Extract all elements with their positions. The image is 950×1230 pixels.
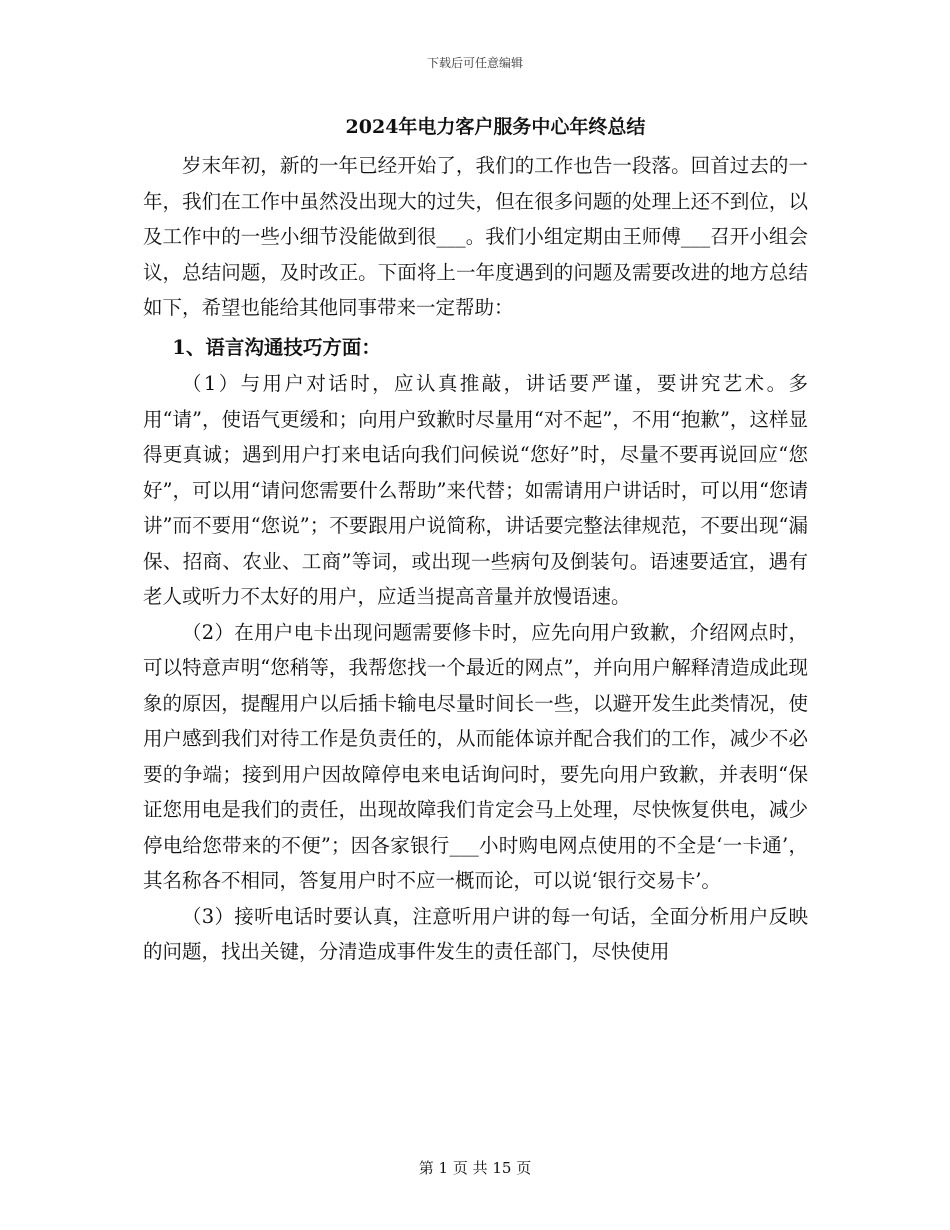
intro-paragraph: 岁末年初，新的一年已经开始了，我们的工作也告一段落。回首过去的一年，我们在工作中虽然没出现大的过失，但在很多问题的处理上还不到位，以及工作中的一些小细节没能做到很___。我们小组定期由王师傅___召开小组会议，总结问题，及时改正。下面将上一年度遇到的问题及需要改进的地方总结如下，希望也能给其他同事带来一定帮助： xyxy=(143,154,808,319)
document-title: 2024年电力客户服务中心年终总结 xyxy=(345,116,646,138)
page-footer: 第 1 页 共 15 页 xyxy=(418,1159,532,1177)
paragraph-3: （3）接听电话时要认真，注意听用户讲的每一句话，全面分析用户反映的问题，找出关键，分清造成事件发生的责任部门，尽快使用 xyxy=(143,904,808,963)
section-heading: 1、语言沟通技巧方面： xyxy=(172,335,381,359)
paragraph-1: （1）与用户对话时，应认真推敲，讲话要严谨，要讲究艺术。多用“请”，使语气更缓和；向用户致歉时尽量用“对不起”，不用“抱歉”，这样显得更真诚；遇到用户打来电话向我们问候说“您好”时，尽量不要再说回应“您好”，可以用“请问您需要什么帮助”来代替；如需请用户讲话时，可以用“您请讲”而不要用“您说”；不要跟用户说简称，讲话要完整法律规范，不要出现“漏保、招商、农业、工商”等词，或出现一些病句及倒装句。语速要适宜，遇有老人或听力不太好的用户，应适当提高音量并放慢语速。 xyxy=(143,372,808,608)
header-note: 下载后可任意编辑 xyxy=(426,56,523,70)
paragraph-2: （2）在用户电卡出现问题需要修卡时，应先向用户致歉，介绍网点时，可以特意声明“您稍等，我帮您找一个最近的网点”，并向用户解释清造成此现象的原因，提醒用户以后插卡输电尽量时间长一些，以避开发生此类情况，使用户感到我们对待工作是负责任的，从而能体谅并配合我们的工作，减少不必要的争端；接到用户因故障停电来电话询问时，要先向用户致歉，并表明“保证您用电是我们的责任，出现故障我们肯定会马上处理，尽快恢复供电，减少停电给您带来的不便”；因各家银行___小时购电网点使用的不全是‘一卡通’，其名称各不相同，答复用户时不应一概而论，可以说‘银行交易卡’。 xyxy=(143,620,808,892)
document-body xyxy=(143,112,808,970)
